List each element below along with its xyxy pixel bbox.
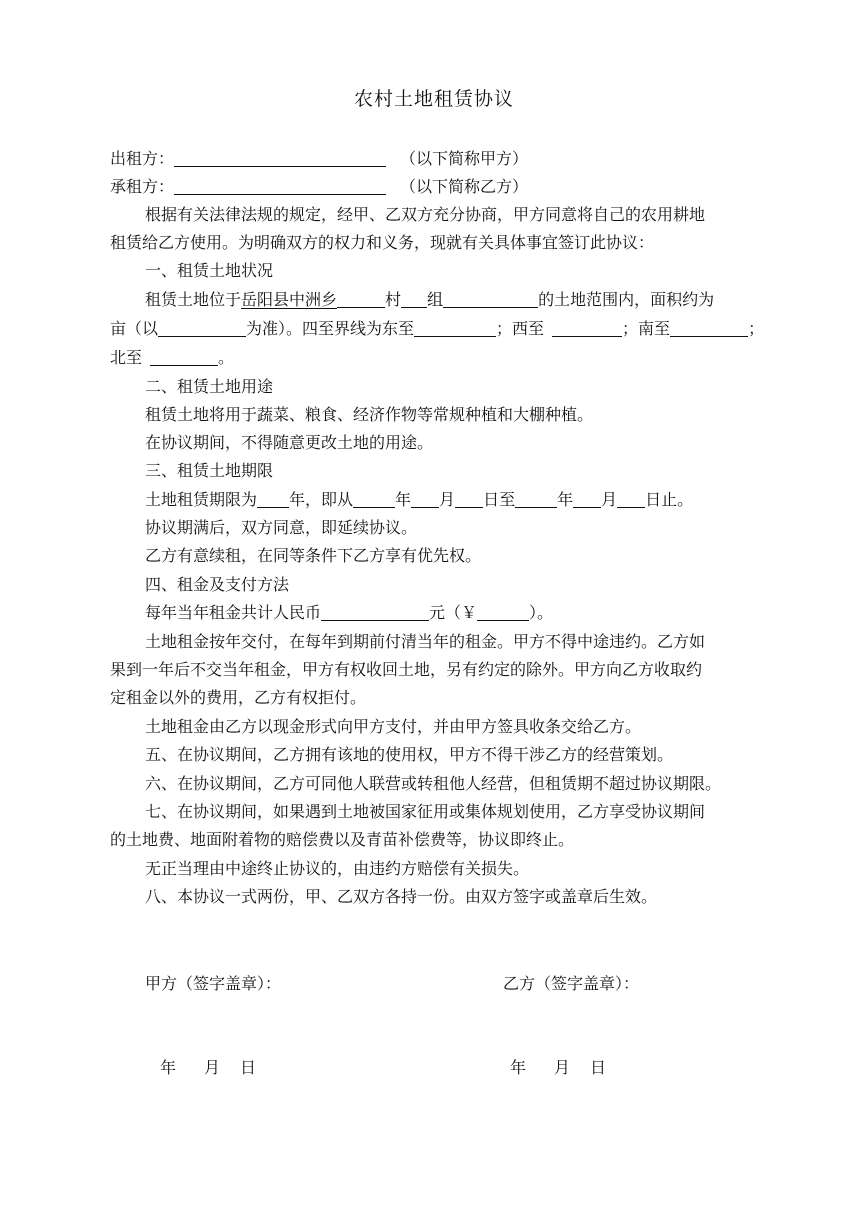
party-a-date bbox=[160, 1054, 360, 1082]
section-4-heading: 四、租金及支付方法 bbox=[145, 575, 290, 594]
group-number-blank[interactable] bbox=[401, 289, 427, 308]
north-blank[interactable] bbox=[150, 347, 218, 366]
county-name: 岳阳县 bbox=[241, 290, 290, 309]
lessor-suffix: （以下简称甲方） bbox=[400, 149, 529, 168]
end-day-label: 日止。 bbox=[645, 490, 694, 509]
document-title: 农村土地租赁协议 bbox=[353, 88, 514, 110]
payment-method-line: 土地租金由乙方以现金形式向甲方支付，并由甲方签具收条交给乙方。 bbox=[145, 717, 642, 736]
term-line bbox=[145, 486, 845, 514]
village-label: 村 bbox=[385, 290, 402, 309]
usage-line: 租赁土地将用于蔬菜、粮食、经济作物等常规种植和大棚种植。 bbox=[145, 405, 594, 424]
start-month-blank[interactable] bbox=[411, 489, 439, 508]
start-day-label: 日至 bbox=[483, 490, 516, 509]
location-line bbox=[145, 286, 845, 314]
end-day-blank[interactable] bbox=[617, 489, 645, 508]
lessee-line bbox=[110, 173, 810, 201]
area-text: 的土地范围内，面积约为 bbox=[538, 290, 715, 309]
acre-text: 亩（以 bbox=[110, 319, 159, 338]
boundary-line bbox=[110, 315, 810, 343]
section-6-line: 六、在协议期间，乙方可同他人联营或转租他人经营，但租赁期不超过协议期限。 bbox=[145, 774, 722, 793]
location-text: 租赁土地位于 bbox=[145, 290, 242, 309]
lessor-blank[interactable] bbox=[174, 148, 386, 167]
rent-amount-blank[interactable] bbox=[321, 602, 429, 621]
south-text: ；南至 bbox=[622, 319, 671, 338]
lessee-blank[interactable] bbox=[174, 176, 386, 195]
village-blank[interactable] bbox=[337, 289, 385, 308]
section-7-line-1: 七、在协议期间，如果遇到土地被国家征用或集体规划使用，乙方享受协议期间 bbox=[145, 802, 706, 821]
north-line bbox=[110, 344, 810, 372]
section-1-heading: 一、租赁土地状况 bbox=[145, 261, 274, 280]
group-blank[interactable] bbox=[443, 289, 538, 308]
party-a-month: 月 bbox=[204, 1058, 221, 1077]
usage-restriction-line: 在协议期间，不得随意更改土地的用途。 bbox=[145, 433, 434, 452]
rent-figure-blank[interactable] bbox=[477, 602, 529, 621]
lessor-line bbox=[110, 145, 810, 173]
payment-line-2: 果到一年后不交当年租金，甲方有权收回土地，另有约定的除外。甲方向乙方收取约 bbox=[110, 660, 703, 679]
start-year-label: 年 bbox=[395, 490, 412, 509]
party-b-date bbox=[510, 1054, 710, 1082]
end-year-label: 年 bbox=[557, 490, 574, 509]
lessee-label: 承租方： bbox=[110, 177, 175, 196]
section-5-line: 五、在协议期间，乙方拥有该地的使用权，甲方不得干涉乙方的经营策划。 bbox=[145, 745, 674, 764]
term-years-text: 年，即从 bbox=[289, 490, 354, 509]
party-a-year: 年 bbox=[160, 1058, 177, 1077]
intro-line-2: 租赁给乙方使用。为明确双方的权力和义务，现就有关具体事宜签订此协议： bbox=[110, 233, 655, 252]
south-end: ； bbox=[748, 319, 765, 338]
term-text: 土地租赁期限为 bbox=[145, 490, 258, 509]
start-month-label: 月 bbox=[439, 490, 456, 509]
start-day-blank[interactable] bbox=[455, 489, 483, 508]
rent-close-text: ）。 bbox=[529, 603, 554, 622]
section-8-line: 八、本协议一式两份，甲、乙双方各持一份。由双方签字或盖章后生效。 bbox=[145, 887, 658, 906]
lessee-suffix: （以下简称乙方） bbox=[400, 177, 529, 196]
party-b-day: 日 bbox=[590, 1058, 607, 1077]
section-7-line-2: 的土地费、地面附着物的赔偿费以及青苗补偿费等，协议即终止。 bbox=[110, 830, 575, 849]
west-text: ；西至 bbox=[496, 319, 545, 338]
section-2-heading: 二、租赁土地用途 bbox=[145, 377, 274, 396]
priority-line: 乙方有意续租，在同等条件下乙方享有优先权。 bbox=[145, 546, 482, 565]
west-blank[interactable] bbox=[552, 318, 622, 337]
lessor-label: 出租方： bbox=[110, 149, 175, 168]
term-years-blank[interactable] bbox=[257, 489, 289, 508]
party-b-month: 月 bbox=[554, 1058, 571, 1077]
renewal-line: 协议期满后，双方同意，即延续协议。 bbox=[145, 518, 418, 537]
north-end: 。 bbox=[218, 348, 235, 367]
group-label: 组 bbox=[427, 290, 444, 309]
end-year-blank[interactable] bbox=[515, 489, 557, 508]
end-month-label: 月 bbox=[601, 490, 618, 509]
start-year-blank[interactable] bbox=[353, 489, 395, 508]
east-text: 为准）。四至界线为东至 bbox=[246, 319, 415, 338]
breach-line: 无正当理由中途终止协议的，由违约方赔偿有关损失。 bbox=[145, 859, 530, 878]
rent-amount-line bbox=[145, 599, 845, 627]
south-blank[interactable] bbox=[670, 318, 748, 337]
rent-yuan-text: 元（￥ bbox=[429, 603, 478, 622]
party-a-day: 日 bbox=[240, 1058, 257, 1077]
payment-line-3: 定租金以外的费用，乙方有权拒付。 bbox=[110, 688, 367, 707]
rent-text: 每年当年租金共计人民币 bbox=[145, 603, 322, 622]
party-a-signature: 甲方（签字盖章）： bbox=[145, 974, 282, 993]
party-b-signature: 乙方（签字盖章）： bbox=[503, 974, 640, 993]
party-b-year: 年 bbox=[510, 1058, 527, 1077]
north-text: 北至 bbox=[110, 348, 143, 367]
east-blank[interactable] bbox=[414, 318, 496, 337]
intro-line-1: 根据有关法律法规的规定，经甲、乙双方充分协商，甲方同意将自己的农用耕地 bbox=[145, 205, 706, 224]
section-3-heading: 三、租赁土地期限 bbox=[145, 461, 274, 480]
payment-line-1: 土地租金按年交付，在每年到期前付清当年的租金。甲方不得中途违约。乙方如 bbox=[145, 632, 706, 651]
end-month-blank[interactable] bbox=[573, 489, 601, 508]
township-name: 中洲乡 bbox=[289, 290, 338, 309]
standard-blank[interactable] bbox=[158, 318, 246, 337]
